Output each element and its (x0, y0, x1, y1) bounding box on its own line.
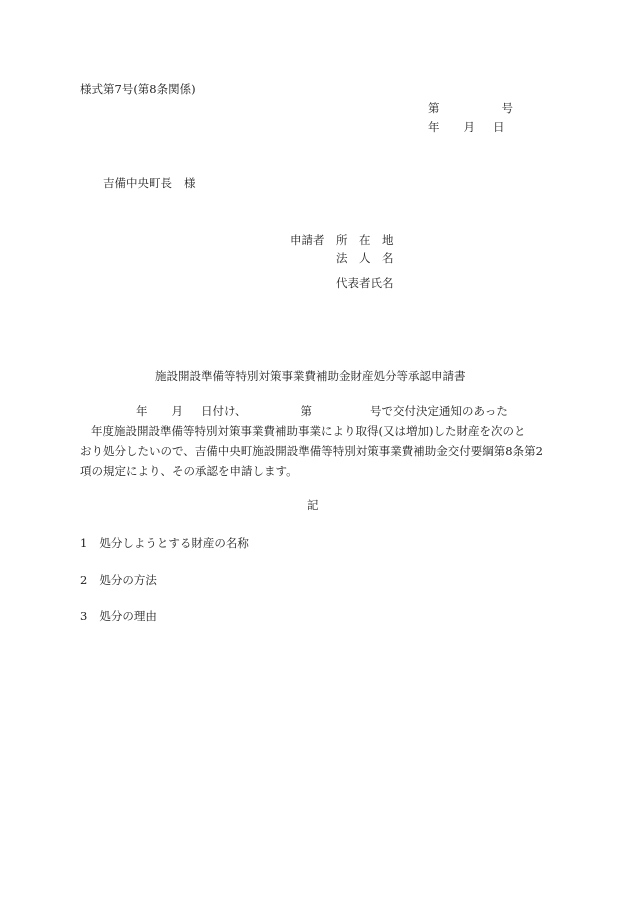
applicant-corp-label: 法 人 名 (336, 251, 394, 265)
addressee (103, 176, 196, 191)
item-text: 処分の方法 (99, 573, 157, 587)
date-line (428, 120, 505, 135)
applicant-rep-label: 代表者氏名 (336, 276, 394, 290)
form-label: 様式第7号(第8条関係) (80, 82, 196, 96)
date-month: 月 (463, 120, 475, 134)
body-line-2: 年度施設開設準備等特別対策事業費補助事業により取得(又は増加)した財産を次のと (91, 424, 526, 438)
item-number: 3 (80, 609, 88, 623)
applicant-label: 申請者 (290, 233, 325, 247)
date-day: 日 (493, 120, 505, 134)
body-line-3: おり処分したいので、吉備中央町施設開設準備等特別対策事業費補助金交付要綱第8条第2 (80, 444, 543, 458)
doc-number-dai: 第 (428, 101, 440, 115)
body-line-4: 項の規定により、その承認を申請します。 (80, 464, 298, 478)
body-paragraph (80, 401, 550, 481)
list-item (80, 609, 157, 624)
ki-heading: 記 (307, 498, 319, 512)
body-month: 月 (171, 404, 183, 418)
body-dai: 第 (300, 404, 313, 418)
body-day: 日付け、 (201, 404, 247, 418)
doc-number (428, 101, 513, 116)
doc-number-go: 号 (501, 101, 513, 115)
body-year: 年 (136, 404, 148, 418)
addressee-name: 吉備中央町長 (103, 176, 172, 190)
list-item (80, 536, 249, 551)
date-year: 年 (428, 120, 440, 134)
document-title: 施設開設準備等特別対策事業費補助金財産処分等承認申請書 (155, 369, 466, 383)
item-number: 1 (80, 536, 88, 550)
item-number: 2 (80, 573, 88, 587)
list-item (80, 573, 157, 588)
addressee-honorific: 様 (184, 176, 196, 190)
applicant-address-label: 所 在 地 (336, 233, 394, 247)
body-line-1 (80, 401, 550, 421)
item-text: 処分の理由 (99, 609, 157, 623)
body-line1-rest: 号で交付決定通知のあった (370, 404, 508, 418)
item-text: 処分しようとする財産の名称 (99, 536, 249, 550)
